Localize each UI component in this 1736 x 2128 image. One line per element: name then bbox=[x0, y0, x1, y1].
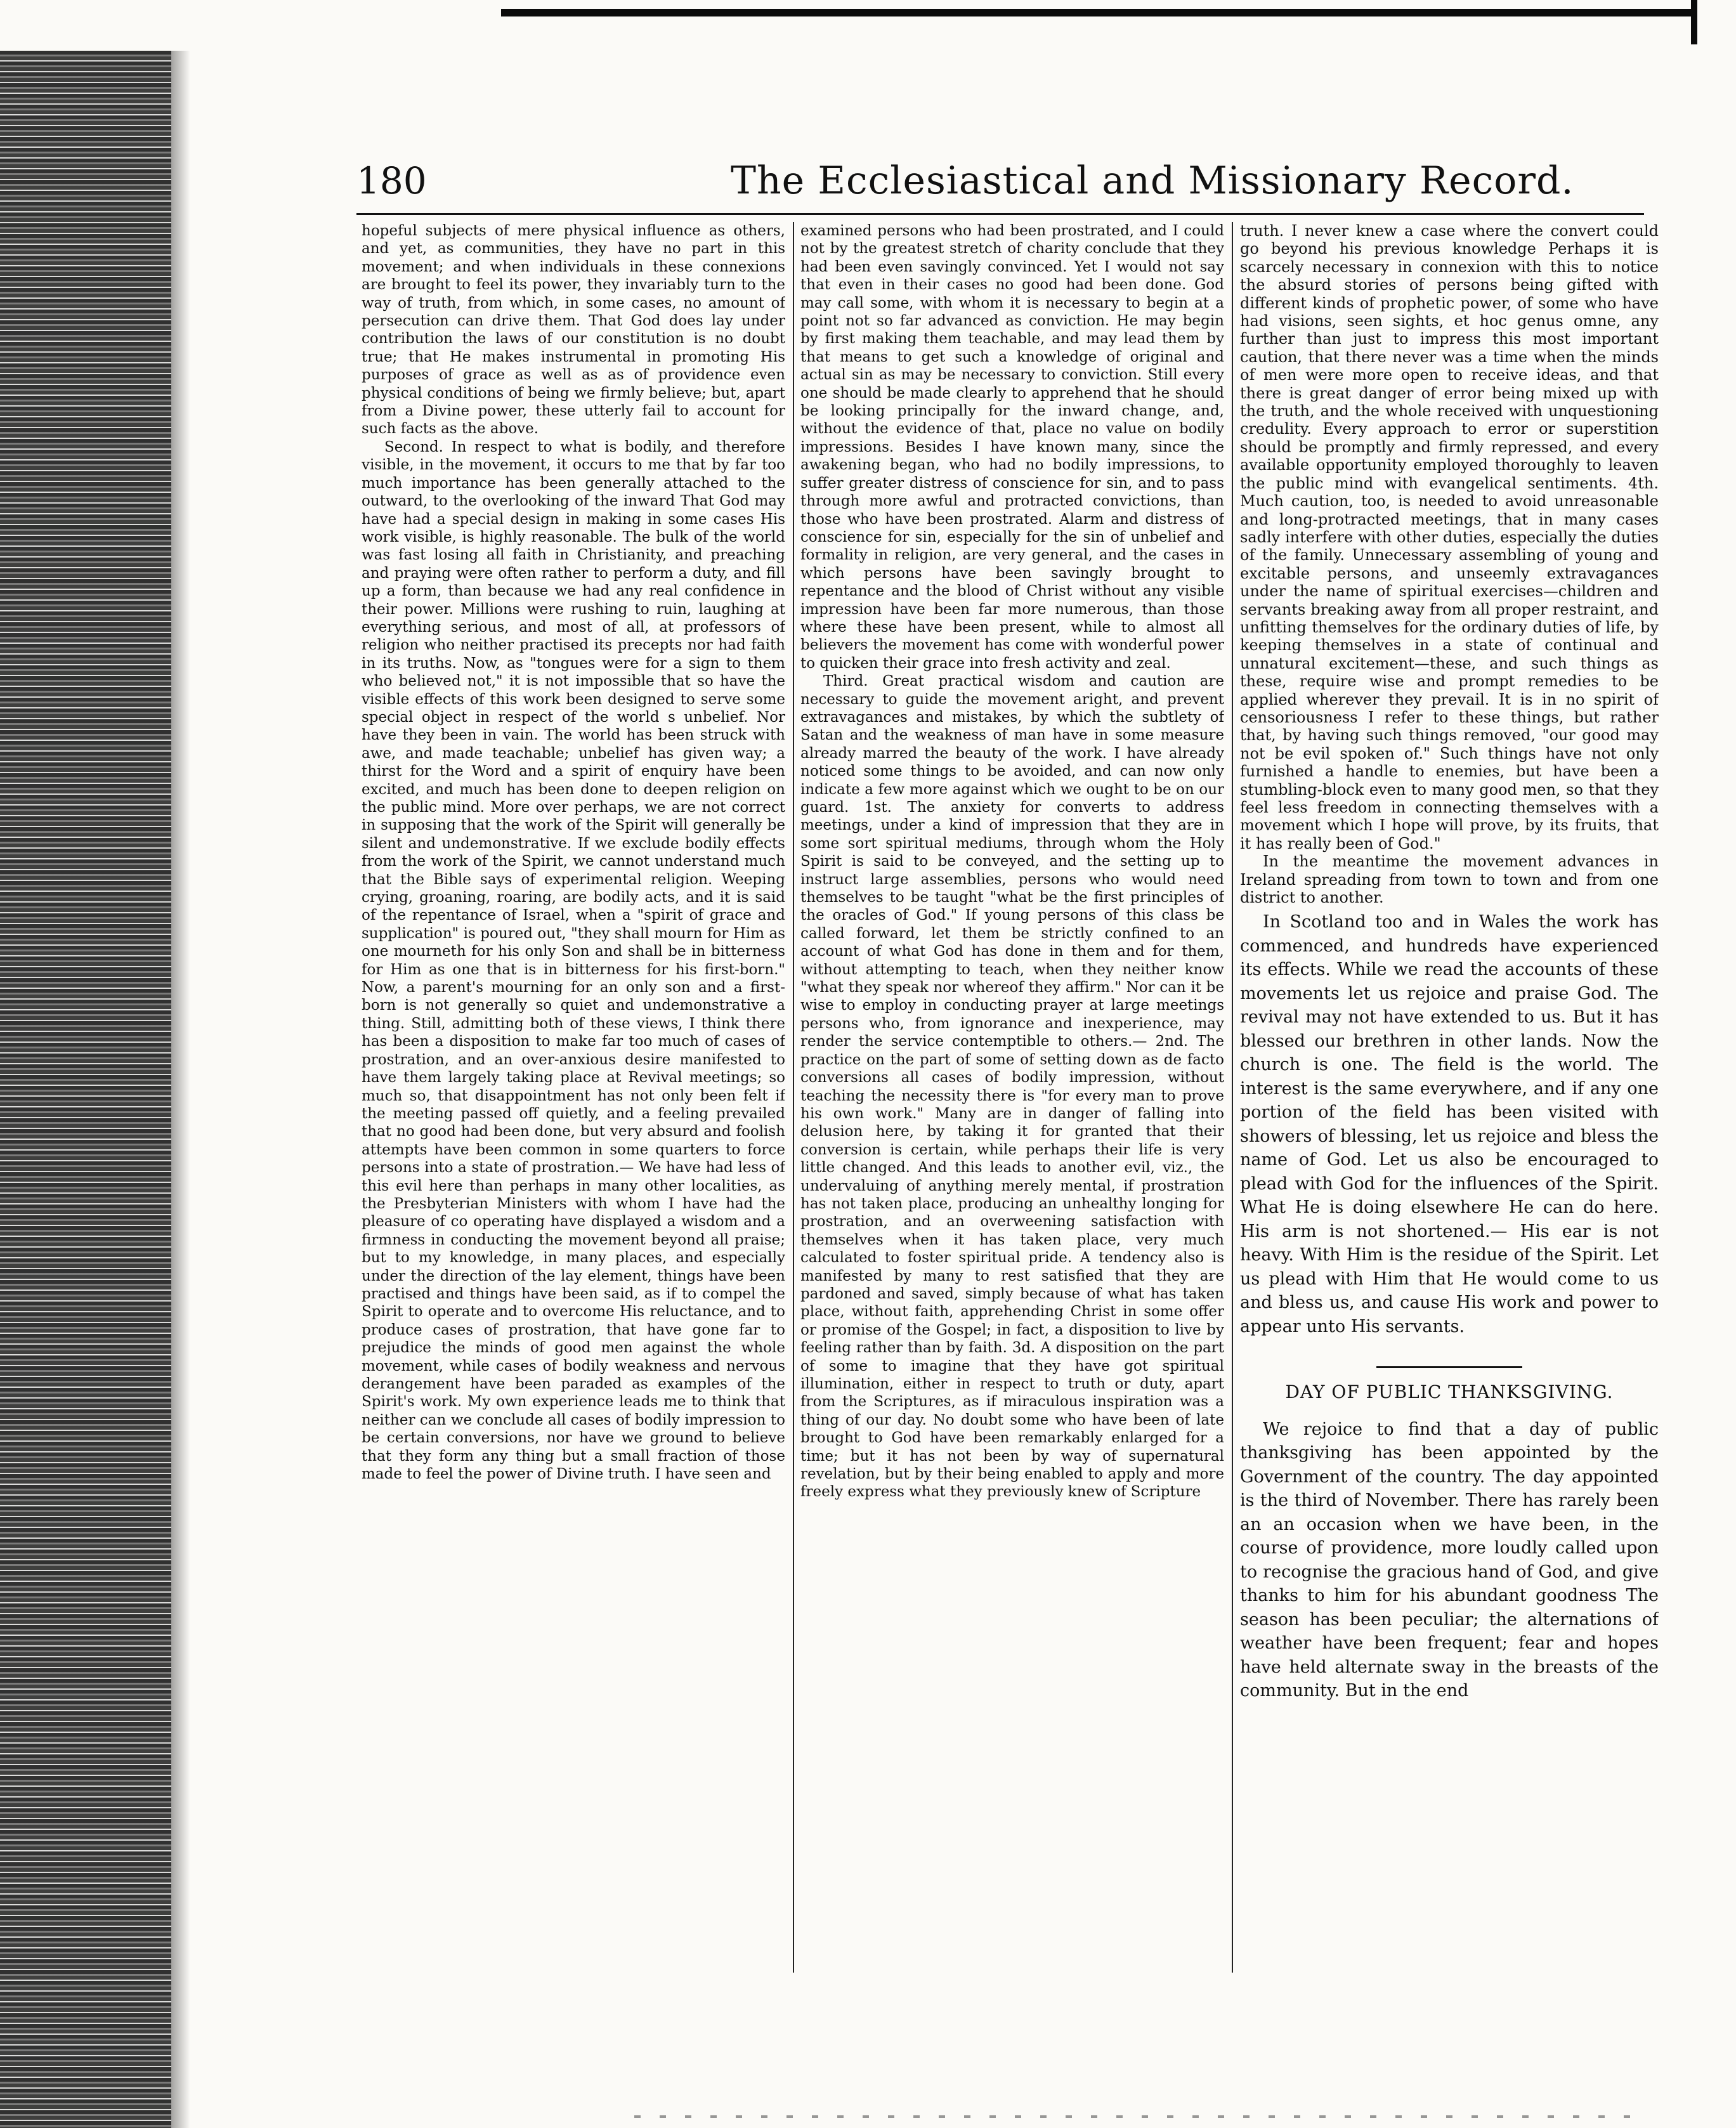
binding-edge-scan-artifact bbox=[0, 51, 171, 2128]
column-1-paragraph: hopeful subjects of mere physical influence as others, and yet, as communities, they have no part in this movement; and when individuals in these connexions are brought to feel its power, they invariably turn to the way of truth, from which, in some cases, no amount of persecution can drive them. That God does lay under contribution the laws of our constitution is no doubt true; that He makes instrumental in promoting His purposes of grace as well as as of providence even physical conditions of being we firmly believe; but, apart from a Divine power, these utterly fail to account for such facts as the above. bbox=[362, 223, 785, 438]
section-paragraph: We rejoice to find that a day of public thanksgiving has been appointed by the Government of the country. The day appointed is the third of November. There has rarely been an an occasion when we have been, in the course of providence, more loudly called upon to recognise the gracious hand of God, and give thanks to him for his abundant goodness The season has been peculiar; the alternations of weather have been frequent; fear and hopes have held alternate sway in the breasts of the community. But in the end bbox=[1240, 1419, 1659, 1701]
column-1-paragraph: Second. In respect to what is bodily, and therefore visible, in the movement, it occurs to me that by far too much importance has been generally attached to the outward, to the overlooking of the inward That God may have had a special design in making in some cases His work visible, is highly reasonable. The bulk of the world was fast losing all faith in Christianity, and preaching and praying were often rather to perform a duty, and fill up a form, than because we had any real confidence in their power. Millions were rushing to ruin, laughing at everything serious, and most of all, at professors of religion who neither practised its precepts nor had faith in its truths. Now, as "tongues were for a sign to them who believed not," it is not impossible that so have the visible effects of this work been designed to serve some special object in respect of the world s unbelief. Nor have they been in vain. The world has been struck with awe, and made teachable; unbelief has given way; a thirst for the Word and a spirit of enquiry have been excited, and much has been done to deepen religion on the public mind. More over perhaps, we are not correct in supposing that the work of the Spirit will generally be silent and undemonstrative. If we exclude bodily effects from the work of the Spirit, we cannot understand much that the Bible says of experimental religion. Weeping crying, groaning, roaring, are bodily acts, and it is said of the repentance of Israel, when a "spirit of grace and supplication" is poured out, "they shall mourn for Him as one mourneth for his only Son and shall be in bitterness for Him as one that is in bitterness for his first-born." Now, a parent's mourning for an only son and a first-born is not generally so quiet and undemonstrative a thing. Still, admitting both of these views, I think there has been a disposition to make far too much of cases of prostration, and an over-anxious desire manifested to have them largely taking place at Revival meetings; so much so, that disappointment has not only been felt if the meeting passed off quietly, and a feeling prevailed that no good had been done, but very absurd and foolish attempts have been common in some quarters to force persons into a state of prostration.— We have had less of this evil here than perhaps in many other localities, as the Presbyterian Ministers with whom I have had the pleasure of co operating have displayed a wisdom and a firmness in conducting the movement beyond all praise; but to my knowledge, in many places, and especially under the direction of the lay element, things have been practised and things have been said, as if to compel the Spirit to operate and to overcome His reluctance, and to produce cases of prostration, that have gone far to prejudice the minds of good men against the whole movement, while cases of bodily weakness and nervous derangement have been paraded as examples of the Spirit's work. My own experience leads me to think that neither can we conclude all cases of bodily impression to be certain conversions, nor have we ground to believe that they form any thing but a small fraction of those made to feel the power of Divine truth. I have seen and bbox=[362, 438, 785, 1483]
page-header bbox=[356, 159, 1676, 209]
column-3 bbox=[1240, 222, 1659, 1954]
binding-shadow bbox=[171, 51, 190, 2128]
section-heading: DAY OF PUBLIC THANKSGIVING. bbox=[1285, 1381, 1614, 1402]
top-right-border-bar bbox=[1691, 0, 1697, 44]
column-2 bbox=[800, 222, 1224, 1954]
column-3-paragraph: In Scotland too and in Wales the work has commenced, and hundreds have experienced its effects. While we read the accounts of these movements let us rejoice and praise God. The revival may not have extended to us. But it has blessed our brethren in other lands. Now the church is one. The field is the world. The interest is the same everywhere, and if any one portion of the field has been visited with showers of blessing, let us rejoice and bless the name of God. Let us also be encouraged to plead with God for the influences of the Spirit. What He is doing elsewhere He can do here. His arm is not shortened.— His ear is not heavy. With Him is the residue of the Spirit. Let us plead with Him that He would come to us and bless us, and cause His work and power to appear unto His servants. bbox=[1240, 912, 1659, 1336]
column-divider-1 bbox=[793, 222, 794, 1973]
header-rule bbox=[356, 213, 1644, 215]
column-2-paragraph: examined persons who had been prostrated, and I could not by the greatest stretch of charity conclude that they had been even savingly convinced. Yet I would not say that even in their cases no good had been done. God may call some, with whom it is necessary to begin at a point not so far advanced as conviction. He may begin by first making them teachable, and may lead them by that means to get such a knowledge of original and actual sin as may be necessary to conviction. Still every one should be made clearly to apprehend that he should be looking principally for the inward change, and, without the evidence of that, place no value on bodily impressions. Besides I have known many, since the awakening began, who had no bodily impressions, to suffer greater distress of conscience for sin, and to pass through more awful and protracted convictions, than those who have been prostrated. Alarm and distress of conscience for sin, especially for the sin of unbelief and formality in religion, are very general, and the cases in which persons have been savingly brought to repentance and the blood of Christ without any visible impression have been far more numerous, than those where these have been present, while to almost all believers the movement has come with wonderful power to quicken their grace into fresh activity and zeal. bbox=[800, 223, 1224, 672]
bottom-scan-artifact bbox=[634, 2115, 1649, 2118]
column-3-paragraph: truth. I never knew a case where the convert could go beyond his previous knowledge Perhaps it is scarcely necessary in connexion with this to notice the absurd stories of persons being gifted with different kinds of prophetic power, of some who have had visions, seen sights, et hoc genus omne, any further than just to impress this most important caution, that there never was a time when the minds of men were more open to receive ideas, and that there is great danger of error being mixed up with the truth, and the whole received with unquestioning credulity. Every approach to error or superstition should be promptly and firmly repressed, and every available opportunity employed thoroughly to leaven the public mind with evangelical sentiments. 4th. Much caution, too, is needed to avoid unreasonable and long-protracted meetings, that in many cases sadly interfere with other duties, especially the duties of the family. Unnecessary assembling of young and excitable persons, and unseemly extravagances under the name of spiritual exercises—children and servants breaking away from all proper restraint, and unfitting themselves for the ordinary duties of life, by keeping themselves in a state of continual and unnatural excitement—these, and such things as these, require wise and prompt remedies to be applied wherever they prevail. It is in no spirit of censoriousness I refer to these things, but rather that, by having such things removed, "our good may not be evil spoken of." Such things have not only furnished a handle to enemies, but have been a stumbling-block even to many good men, so that they feel less freedom in connecting themselves with a movement which I hope will prove, by its fruits, that it has really been of God." bbox=[1240, 222, 1659, 852]
column-3-paragraph: In the meantime the movement advances in Ireland spreading from town to town and from one district to another. bbox=[1240, 852, 1659, 907]
column-2-paragraph: Third. Great practical wisdom and caution are necessary to guide the movement aright, and prevent extravagances and mistakes, by which the subtlety of Satan and the weakness of man have in some measure already marred the beauty of the work. I have already noticed some things to be avoided, and can now only indicate a few more against which we ought to be on our guard. 1st. The anxiety for converts to address meetings, under a kind of impression that they are in some sort spiritual mediums, through whom the Holy Spirit is said to be conveyed, and the setting up to instruct large assemblies, persons who would need themselves to be taught "what be the first principles of the oracles of God." If young persons of this class be called forward, let them be strictly confined to an account of what God has done in them and for them, without attempting to teach, when they neither know "what they speak nor whereof they affirm." Nor can it be wise to employ in conducting prayer at large meetings persons who, from ignorance and inexperience, may render the service contemptible to others.— 2nd. The practice on the part of some of setting down as de facto conversions all cases of bodily impression, without teaching the necessity there is "for every man to prove his own work." Many are in danger of falling into delusion here, by taking it for granted that their conversion is certain, while perhaps their life is very little changed. And this leads to another evil, viz., the undervaluing of anything merely mental, if prostration has not taken place, producing an unhealthy longing for prostration, and an overweening satisfaction with themselves when it has taken place, very much calculated to foster spiritual pride. A tendency also is manifested by many to rest satisfied that they are pardoned and saved, simply because of what has taken place, without faith, apprehending Christ in some offer or promise of the Gospel; in fact, a disposition to live by feeling rather than by faith. 3d. A disposition on the part of some to imagine that they have got spiritual illumination, either in respect to truth or duty, apart from the Scriptures, as if miraculous inspiration was a thing of our day. No doubt some who have been of late brought to God have been remarkably enlarged for a time; but it has not been by way of supernatural revelation, but by their being enabled to apply and more freely express what they previously knew of Scripture bbox=[800, 673, 1224, 1501]
column-1 bbox=[362, 222, 785, 1954]
column-divider-2 bbox=[1232, 222, 1233, 1973]
page-number: 180 bbox=[356, 159, 427, 202]
top-border-rule bbox=[501, 9, 1697, 16]
running-title: The Ecclesiastical and Missionary Record. bbox=[731, 159, 1574, 203]
section-divider-ornament bbox=[1240, 1357, 1659, 1375]
